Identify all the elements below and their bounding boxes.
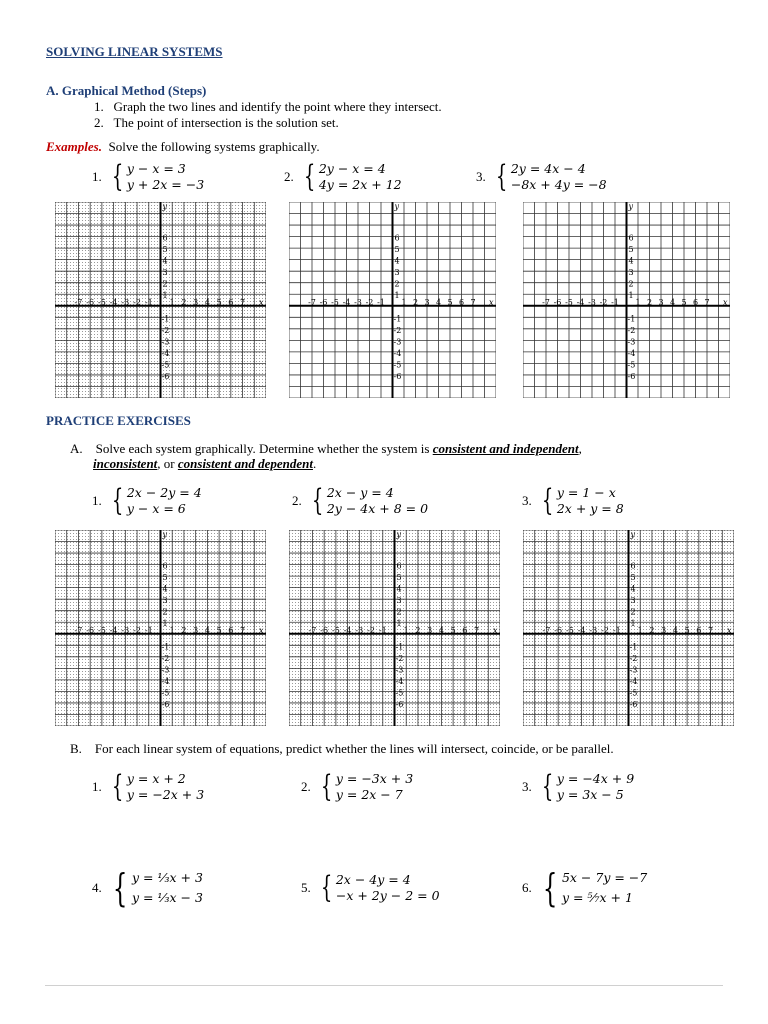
y-tick-label: -4	[395, 676, 404, 686]
equation-2: y + 2x = −3	[126, 177, 205, 192]
y-tick-label: -6	[395, 699, 404, 709]
y-tick-label: 4	[394, 256, 400, 266]
equation-2: y = −2x + 3	[126, 787, 205, 802]
brace-icon: {	[542, 866, 558, 910]
y-tick-label: 4	[396, 584, 402, 594]
x-tick-label: -3	[121, 625, 130, 635]
x-tick-label: -3	[589, 625, 598, 635]
practice-a-system-3	[522, 485, 624, 517]
x-tick-label: -6	[554, 625, 563, 635]
practice-b-system-5	[301, 872, 440, 904]
y-tick-label: 6	[630, 561, 636, 571]
x-tick-label: 7	[240, 625, 246, 635]
practice-a-line-1	[70, 441, 582, 457]
x-tick-label: -6	[86, 625, 95, 635]
x-tick-label: 2	[415, 625, 421, 635]
equation-1: y = −3x + 3	[335, 771, 414, 786]
y-tick-label: 5	[394, 245, 400, 255]
y-tick-label: -4	[161, 348, 170, 358]
y-tick-label: -2	[161, 325, 170, 335]
equation-2: y = 2x − 7	[335, 787, 403, 802]
practice-b-text: For each linear system of equations, predict whether the lines will intersect, coincide, or be parallel.	[94, 741, 614, 756]
x-tick-label: 4	[435, 297, 442, 307]
x-tick-label: 6	[696, 625, 702, 635]
system-number: 1.	[92, 779, 102, 794]
x-tick-label: -6	[86, 297, 95, 307]
system-number: 2.	[292, 493, 302, 508]
y-tick-label: -3	[161, 337, 170, 347]
y-axis-label: y	[162, 202, 168, 211]
x-tick-label: -1	[378, 625, 387, 635]
x-tick-label: -2	[133, 297, 141, 307]
practice-b-system-6	[522, 868, 647, 908]
brace-icon: {	[303, 159, 316, 194]
x-tick-label: 4	[669, 297, 676, 307]
examples-instruction: Solve the following systems graphically.	[108, 139, 320, 154]
example-system-3	[476, 161, 607, 193]
x-tick-label: -2	[599, 297, 608, 307]
y-tick-label: -5	[629, 688, 638, 698]
system-number: 2.	[284, 169, 294, 184]
x-tick-label: -5	[97, 297, 106, 307]
term-inconsistent: inconsistent	[93, 456, 158, 471]
practice-a-system-2	[292, 485, 428, 517]
y-tick-label: -6	[627, 371, 636, 381]
x-tick-label: 1	[401, 297, 407, 307]
x-tick-label: -2	[367, 625, 375, 635]
y-tick-label: 3	[630, 596, 636, 606]
graph-grid[interactable]	[523, 202, 730, 398]
x-tick-label: -1	[144, 625, 153, 635]
practice-b-system-2	[301, 771, 413, 803]
y-tick-label: -2	[629, 653, 638, 663]
brace-icon: {	[495, 159, 508, 194]
x-tick-label: 5	[681, 297, 687, 307]
x-axis-label: x	[493, 625, 498, 635]
practice-b-system-3	[522, 771, 634, 803]
system-number: 2.	[301, 779, 311, 794]
y-tick-label: 4	[162, 584, 168, 594]
y-tick-label: 4	[630, 584, 636, 594]
x-tick-label: -5	[97, 625, 106, 635]
x-tick-label: 4	[204, 625, 210, 635]
y-tick-label: 3	[394, 268, 400, 278]
step-1-num: 1.	[94, 99, 104, 114]
y-tick-label: 2	[396, 607, 402, 617]
system-number: 4.	[92, 880, 102, 895]
y-tick-label: -3	[161, 665, 170, 675]
y-tick-label: 6	[628, 233, 634, 243]
y-axis-label: y	[396, 530, 402, 539]
system-number: 3.	[522, 493, 532, 508]
y-tick-label: -5	[161, 688, 170, 698]
practice-a-line-2	[93, 456, 316, 472]
y-tick-label: 3	[396, 596, 402, 606]
equation-2: 2y − 4x + 8 = 0	[326, 501, 429, 516]
examples-label: Examples.	[46, 139, 102, 154]
practice-b-letter: B.	[70, 741, 82, 756]
x-tick-label: 4	[438, 625, 444, 635]
x-tick-label: 7	[474, 625, 480, 635]
examples-line	[46, 139, 320, 155]
y-tick-label: -4	[627, 348, 636, 358]
x-tick-label: 5	[216, 297, 222, 307]
x-tick-label: -2	[601, 625, 609, 635]
x-tick-label: -4	[343, 625, 352, 635]
x-tick-label: 2	[649, 625, 655, 635]
practice-b-system-1	[92, 771, 204, 803]
graph-grid[interactable]	[289, 202, 496, 398]
practice-a-letter: A.	[70, 441, 83, 456]
y-tick-label: 3	[162, 268, 168, 278]
y-tick-label: -2	[627, 325, 636, 335]
x-tick-label: 2	[412, 297, 419, 307]
x-tick-label: 6	[228, 625, 234, 635]
x-axis-label: x	[259, 625, 264, 635]
x-tick-label: 7	[240, 297, 246, 307]
y-tick-label: 3	[628, 268, 634, 278]
system-number: 6.	[522, 880, 532, 895]
y-tick-label: -6	[161, 371, 170, 381]
x-tick-label: 2	[181, 297, 187, 307]
x-tick-label: -2	[133, 625, 141, 635]
step-2-num: 2.	[94, 115, 104, 130]
y-tick-label: -1	[395, 642, 404, 652]
y-tick-label: 3	[162, 596, 168, 606]
x-tick-label: -4	[109, 625, 118, 635]
x-tick-label: -1	[612, 625, 621, 635]
y-tick-label: -6	[393, 371, 402, 381]
y-tick-label: -5	[161, 360, 170, 370]
brace-icon: {	[111, 483, 124, 518]
x-tick-label: 7	[470, 297, 476, 307]
equation-1: y = ⅓x + 3	[131, 870, 203, 885]
equation-1: y = −4x + 9	[556, 771, 635, 786]
x-tick-label: -7	[308, 297, 316, 307]
y-tick-label: 6	[394, 233, 400, 243]
x-tick-label: 3	[193, 297, 199, 307]
x-tick-label: -6	[553, 297, 562, 307]
system-number: 1.	[92, 493, 102, 508]
y-tick-label: 5	[630, 573, 636, 583]
y-tick-label: 1	[396, 619, 402, 629]
example-system-2	[284, 161, 402, 193]
x-tick-label: 7	[704, 297, 710, 307]
y-tick-label: 1	[628, 291, 634, 301]
y-tick-label: 5	[396, 573, 402, 583]
y-tick-label: 2	[628, 279, 634, 289]
equation-2: y = ⁵⁄₇x + 1	[561, 890, 633, 905]
equation-1: 2y = 4x − 4	[510, 161, 586, 176]
x-tick-label: 3	[658, 297, 664, 307]
y-tick-label: 4	[162, 256, 168, 266]
practice-heading: PRACTICE EXERCISES	[46, 413, 191, 428]
x-tick-label: -4	[576, 297, 585, 307]
graph-grid[interactable]	[289, 530, 500, 726]
y-tick-label: 1	[162, 291, 168, 301]
x-tick-label: -3	[121, 297, 130, 307]
equation-1: y = 1 − x	[556, 485, 616, 500]
system-number: 3.	[476, 169, 486, 184]
x-tick-label: 1	[635, 297, 641, 307]
y-tick-label: 1	[394, 291, 400, 301]
equation-1: 2x − 4y = 4	[335, 872, 411, 887]
y-axis-label: y	[628, 202, 634, 211]
y-tick-label: -5	[395, 688, 404, 698]
x-tick-label: -5	[565, 297, 573, 307]
brace-icon: {	[320, 769, 333, 804]
y-tick-label: -1	[161, 642, 170, 652]
equation-2: 4y = 2x + 12	[318, 177, 402, 192]
text-or: , or	[157, 456, 178, 471]
equation-1: 5x − 7y = −7	[561, 870, 648, 885]
x-tick-label: -3	[355, 625, 364, 635]
x-tick-label: 6	[228, 297, 234, 307]
y-tick-label: -4	[629, 676, 638, 686]
equation-2: −x + 2y − 2 = 0	[335, 888, 440, 903]
y-tick-label: -3	[627, 337, 636, 347]
y-tick-label: 5	[162, 245, 168, 255]
x-tick-label: 2	[646, 297, 653, 307]
x-tick-label: -1	[611, 297, 619, 307]
practice-a-system-1	[92, 485, 202, 517]
y-tick-label: 2	[394, 279, 400, 289]
x-tick-label: -6	[320, 625, 329, 635]
x-tick-label: -2	[365, 297, 374, 307]
brace-icon: {	[111, 769, 124, 804]
y-tick-label: -2	[161, 653, 170, 663]
x-axis-label: x	[259, 297, 264, 307]
y-tick-label: -2	[393, 325, 402, 335]
x-tick-label: -7	[74, 625, 83, 635]
x-tick-label: -1	[144, 297, 153, 307]
y-tick-label: -5	[393, 360, 402, 370]
y-tick-label: 6	[162, 561, 168, 571]
graph-grid[interactable]	[55, 530, 266, 726]
practice-a-text: Solve each system graphically. Determine whether the system is	[95, 441, 433, 456]
y-tick-label: 5	[162, 573, 168, 583]
step-2	[94, 115, 339, 131]
equation-1: y = x + 2	[126, 771, 186, 786]
x-tick-label: -7	[542, 625, 551, 635]
y-tick-label: 1	[162, 619, 168, 629]
practice-b-system-4	[92, 868, 203, 908]
x-tick-label: 4	[204, 297, 210, 307]
x-tick-label: 3	[424, 297, 430, 307]
brace-icon: {	[112, 866, 128, 910]
x-tick-label: 2	[181, 625, 187, 635]
y-tick-label: -1	[393, 314, 402, 324]
x-tick-label: 3	[427, 625, 433, 635]
equation-2: −8x + 4y = −8	[510, 177, 607, 192]
x-tick-label: -4	[109, 297, 118, 307]
x-tick-label: -3	[588, 297, 596, 307]
x-tick-label: -5	[331, 297, 339, 307]
system-number: 5.	[301, 880, 311, 895]
y-tick-label: 2	[630, 607, 636, 617]
y-tick-label: -6	[161, 699, 170, 709]
term-consistent-independent: consistent and independent	[432, 441, 579, 456]
y-tick-label: 2	[162, 607, 168, 617]
equation-2: y = 3x − 5	[556, 787, 624, 802]
x-tick-label: -3	[354, 297, 362, 307]
term-consistent-dependent: consistent and dependent	[177, 456, 313, 471]
y-tick-label: -3	[393, 337, 402, 347]
footer-divider	[45, 985, 723, 986]
x-tick-label: -5	[565, 625, 574, 635]
system-number: 1.	[92, 169, 102, 184]
x-tick-label: 6	[692, 297, 699, 307]
y-tick-label: 6	[162, 233, 168, 243]
x-axis-label: x	[727, 625, 732, 635]
y-tick-label: 6	[396, 561, 402, 571]
x-tick-label: 1	[403, 625, 409, 635]
y-tick-label: -3	[629, 665, 638, 675]
brace-icon: {	[311, 483, 324, 518]
x-axis-label: x	[489, 297, 494, 307]
x-tick-label: 4	[672, 625, 678, 635]
y-tick-label: 4	[628, 256, 634, 266]
y-tick-label: -6	[629, 699, 638, 709]
system-number: 3.	[522, 779, 532, 794]
section-a-heading: A. Graphical Method (Steps)	[46, 83, 207, 98]
y-tick-label: 2	[162, 279, 168, 289]
step-2-text: The point of intersection is the solution set.	[113, 115, 339, 130]
x-tick-label: 1	[637, 625, 643, 635]
x-tick-label: -7	[542, 297, 550, 307]
example-system-1	[92, 161, 204, 193]
x-tick-label: -6	[319, 297, 328, 307]
x-tick-label: 6	[462, 625, 468, 635]
y-tick-label: 5	[628, 245, 634, 255]
x-tick-label: -1	[377, 297, 385, 307]
y-tick-label: -1	[627, 314, 636, 324]
equation-2: y − x = 6	[126, 501, 186, 516]
practice-b-line	[70, 741, 614, 757]
y-tick-label: -1	[629, 642, 638, 652]
x-tick-label: -4	[342, 297, 351, 307]
y-tick-label: -2	[395, 653, 404, 663]
equation-1: 2x − y = 4	[326, 485, 394, 500]
step-1	[94, 99, 442, 115]
x-tick-label: 5	[684, 625, 690, 635]
x-tick-label: 5	[450, 625, 456, 635]
brace-icon: {	[541, 769, 554, 804]
x-tick-label: 3	[193, 625, 199, 635]
y-axis-label: y	[630, 530, 636, 539]
comma: ,	[578, 441, 582, 456]
x-tick-label: 7	[708, 625, 714, 635]
y-axis-label: y	[162, 530, 168, 539]
x-tick-label: 3	[661, 625, 667, 635]
period: .	[312, 456, 317, 471]
x-tick-label: -5	[331, 625, 340, 635]
brace-icon: {	[320, 870, 333, 905]
x-tick-label: 5	[447, 297, 453, 307]
x-tick-label: -4	[577, 625, 586, 635]
graph-grid[interactable]	[55, 202, 266, 398]
equation-2: y = ⅓x − 3	[131, 890, 203, 905]
y-tick-label: -4	[161, 676, 170, 686]
equation-1: 2x − 2y = 4	[126, 485, 202, 500]
y-tick-label: -1	[161, 314, 170, 324]
y-tick-label: -3	[395, 665, 404, 675]
x-tick-label: 1	[169, 625, 175, 635]
brace-icon: {	[541, 483, 554, 518]
x-tick-label: 6	[458, 297, 465, 307]
brace-icon: {	[111, 159, 124, 194]
x-axis-label: x	[723, 297, 728, 307]
y-tick-label: -4	[393, 348, 402, 358]
page-title: SOLVING LINEAR SYSTEMS	[46, 44, 223, 59]
graph-grid[interactable]	[523, 530, 734, 726]
equation-1: y − x = 3	[126, 161, 186, 176]
y-tick-label: -5	[627, 360, 636, 370]
step-1-text: Graph the two lines and identify the point where they intersect.	[113, 99, 442, 114]
y-axis-label: y	[394, 202, 400, 211]
equation-2: 2x + y = 8	[556, 501, 624, 516]
x-tick-label: -7	[308, 625, 317, 635]
y-tick-label: 1	[630, 619, 636, 629]
x-tick-label: -7	[74, 297, 83, 307]
equation-1: 2y − x = 4	[318, 161, 386, 176]
x-tick-label: 1	[169, 297, 175, 307]
x-tick-label: 5	[216, 625, 222, 635]
